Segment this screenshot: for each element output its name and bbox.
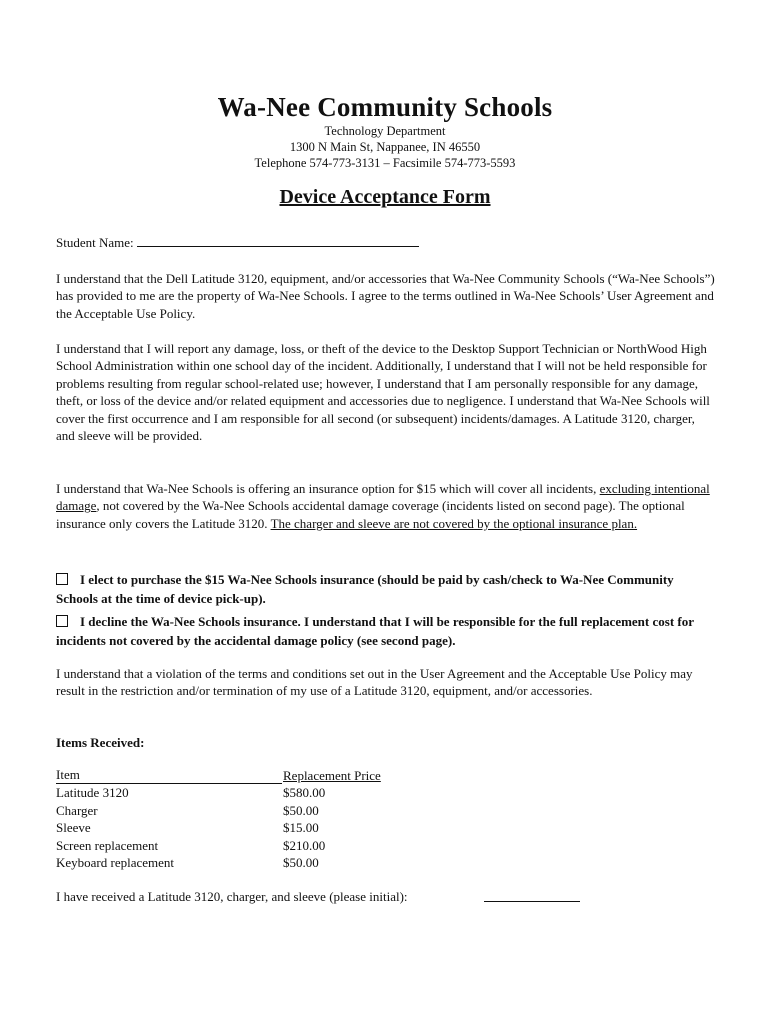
option-decline-insurance: [56, 612, 718, 650]
address-line: 1300 N Main St, Nappanee, IN 46550: [289, 140, 481, 154]
item-price: $50.00: [283, 802, 319, 818]
item-name: Latitude 3120: [56, 785, 129, 801]
item-name: Keyboard replacement: [56, 854, 175, 870]
organization-name: Wa-Nee Community Schools: [217, 92, 553, 122]
column-header-item: Item: [56, 767, 282, 784]
item-price: $15.00: [283, 820, 319, 836]
item-price: $50.00: [283, 854, 319, 870]
student-name-field[interactable]: [137, 234, 419, 247]
phone-fax-line: Telephone 574-773-3131 – Facsimile 574-773-5593: [254, 156, 516, 170]
paragraph-damage-responsibility: I understand that I will report any damage, loss, or theft of the device to the Desktop Support Technician or NorthWood High School Administration within one school day of the incident. Additionally, I understand that I will not be held responsible for problems resulting from regular school-related use; however, I understand that I am personally responsible for any damage, theft, or loss of the device and/or related equipment and accessories due to negligence. I understand that Wa-Nee Schools will cover the first occurrence and I am responsible for all second (or subsequent) incidents/damages. A Latitude 3120, charger, and sleeve will be provided.: [56, 341, 710, 444]
insurance-text-2: , not covered by the Wa-Nee Schools accidental damage coverage (incidents listed on second page). The optional insurance only covers the Latitude 3120.: [56, 498, 685, 531]
item-name: Charger: [56, 802, 98, 818]
paragraph-property: I understand that the Dell Latitude 3120, equipment, and/or accessories that Wa-Nee Community Schools (“Wa-Nee Schools”) has provided to me are the property of Wa-Nee Schools. I agree to the terms outlined in Wa-Nee Schools’ User Agreement and the Acceptable Use Policy.: [56, 271, 715, 321]
purchase-insurance-text: I elect to purchase the $15 Wa-Nee Schools insurance (should be paid by cash/check to Wa-Nee Community Schools at the time of device pick-up).: [56, 572, 674, 606]
item-name: Screen replacement: [56, 837, 159, 853]
student-name-label: Student Name:: [56, 235, 134, 250]
initial-field[interactable]: [484, 901, 580, 902]
insurance-exclusion-underlined: excluding intentional damage: [56, 481, 710, 514]
item-price: $580.00: [283, 785, 326, 801]
column-header-price: Replacement Price: [283, 768, 381, 783]
form-title: Device Acceptance Form: [279, 186, 491, 208]
paragraph-violation: I understand that a violation of the terms and conditions set out in the User Agreement and the Acceptable Use Policy may result in the restriction and/or termination of my use of a Latitude 3120, equipment, and/or accessories.: [56, 666, 693, 699]
item-name: Sleeve: [56, 820, 91, 836]
initial-prompt: I have received a Latitude 3120, charger, and sleeve (please initial):: [56, 889, 408, 904]
purchase-insurance-checkbox[interactable]: [56, 573, 68, 585]
insurance-charger-note-underlined: The charger and sleeve are not covered by the optional insurance plan.: [270, 515, 638, 531]
decline-insurance-text: I decline the Wa-Nee Schools insurance. I understand that I will be responsible for the full replacement cost for incidents not covered by the accidental damage policy (see second page).: [56, 614, 694, 648]
items-received-heading: Items Received:: [56, 735, 145, 750]
paragraph-insurance-option: [56, 480, 716, 532]
department-line: Technology Department: [324, 124, 446, 138]
option-purchase-insurance: [56, 570, 718, 608]
student-name-row: [56, 234, 716, 251]
item-price: $210.00: [283, 837, 326, 853]
decline-insurance-checkbox[interactable]: [56, 615, 68, 627]
insurance-text-1: I understand that Wa-Nee Schools is offering an insurance option for $15 which will cover all incidents,: [56, 481, 600, 496]
